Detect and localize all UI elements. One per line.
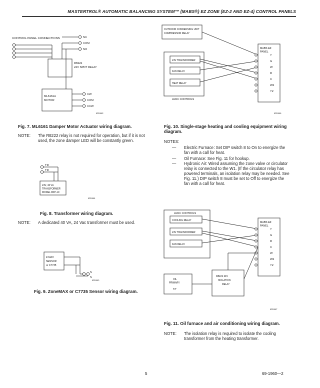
fig7-note-label: NOTE: — [18, 133, 31, 138]
fig8-term-tr2: TR — [45, 168, 49, 172]
fig7-panel-label: CONTROL PANEL CONNECTIONS — [12, 36, 60, 40]
fig10-term-g: G — [270, 59, 273, 63]
fig10-caption: Fig. 10. Single-stage heating and cooling equipment wiring diagram. — [164, 124, 287, 135]
fig7-motor-l2: MOTOR — [44, 98, 55, 102]
fig11-term-c: C — [270, 245, 273, 249]
fig11-hvac-label: HVAC CONTROLS — [174, 212, 197, 215]
fig10-term-w: W — [270, 65, 273, 69]
fig8-note — [18, 220, 146, 232]
fig10-hvac-label: HVAC CONTROLS — [172, 98, 195, 101]
fig10-panel-l2: PANEL — [260, 50, 269, 54]
fig10-term-y: Y — [270, 53, 272, 57]
fig11-caption: Fig. 11. Oil furnace and air conditioning wiring diagram. — [164, 321, 280, 326]
fig9-sensor-l1: Z-MAX — [46, 256, 54, 259]
header-rule — [22, 16, 296, 17]
fig10-box-fan: FAN RELAY — [172, 70, 185, 73]
fig7-motor-com: COM — [87, 98, 94, 102]
fig11-iso-l3: RELAY — [222, 283, 230, 286]
fig10-bullet-2: — Oil Furnace: See Fig. 11 for hookup. — [172, 156, 290, 162]
fig11-iso-l2: ISOLATION — [218, 279, 231, 282]
fig9-term-s2: S — [90, 275, 92, 279]
fig11-term-r: R — [270, 239, 273, 243]
fig8-diagram — [38, 163, 108, 203]
fig10-panel-l1: MABS EZ — [260, 47, 272, 50]
fig11-oil-l1: OIL — [173, 278, 177, 281]
fig10-box-xfmr: 24V TRANSFORMER — [172, 59, 196, 62]
fig11-iso-l1: R8222 24V — [216, 275, 228, 278]
fig10-bullet-2-text: Oil Furnace: See Fig. 11 for hookup. — [184, 156, 250, 161]
fig10-bullet-3-text: Hydronic Air: Wired assuming the zone valve or circulator relay is connected to the W1. (If the circulator relay has powered terminals, an isolation relay may be needed. See Fig. 11.) DIP switch 8 must be set to Off to energize the fan with a call for heat. — [184, 161, 290, 186]
fig9-diagram — [42, 248, 112, 282]
fig10-bullet-1-text: Electric Furnace: Set DIP switch 8 to On to energize the fan with a call for heat. — [184, 145, 286, 155]
fig8-xfmr-l3: MODEL FRP-10 — [42, 191, 60, 194]
fig7-contact-no: NO — [83, 47, 88, 51]
fig7-motor-l1: ML6161A — [44, 94, 56, 98]
fig10-term-y2: Y2 — [270, 89, 274, 93]
fig10-notes-label: NOTES: — [164, 139, 180, 144]
fig8-code: M15404 — [88, 198, 96, 200]
fig7-diagram — [10, 34, 110, 117]
page-header: MASTERTROL® AUTOMATIC BALANCING SYSTEM™ (MABS®) EZ ZONE (EZ-2 AND EZ-4) CONTROL PANELS — [67, 9, 296, 14]
fig11-box-cooling: COOLING RELAY — [172, 219, 192, 222]
fig11-box-xfmr: 24V TRANSFORMER — [172, 231, 196, 234]
fig7-code: M15403 — [96, 113, 104, 115]
fig7-relay-l1: R8222 — [74, 61, 83, 65]
doc-number: 69-1960—2 — [262, 371, 284, 376]
fig7-relay-l2: 24V SPDT RELAY — [74, 65, 97, 69]
fig11-term-w: W — [270, 251, 273, 255]
fig11-box-fan: FAN RELAY — [172, 243, 185, 246]
fig11-note-label: NOTE: — [164, 331, 177, 336]
fig11-term-g: G — [270, 233, 273, 237]
fig11-note-text: The isolation relay is required to isolate the cooling transformer from the heating transformer. — [184, 331, 276, 342]
fig11-panel-l1: MABS EZ — [260, 221, 272, 224]
fig9-term-s1: S — [90, 270, 92, 274]
fig7-note-text: The R8222 relay is not required for operation, but if it is not used, the zone damper LED will be constantly green. — [38, 133, 145, 144]
fig8-caption: Fig. 8. Transformer wiring diagram. — [40, 211, 114, 216]
fig11-code: M15407 — [270, 309, 278, 311]
fig10-term-r: R — [270, 71, 273, 75]
fig9-caption: Fig. 9. ZoneMAX or C7735 Sensor wiring diagram. — [34, 289, 138, 294]
fig7-contact-nc: NC — [83, 35, 88, 39]
fig8-note-label: NOTE: — [18, 220, 31, 225]
fig10-bullet-1: — Electric Furnace: Set DIP switch 8 to On to energize the fan with a call for heat. — [172, 145, 290, 156]
fig8-xfmr-l1: 24V, 40 VA — [42, 184, 54, 187]
fig10-bullet-3: — Hydronic Air: Wired assuming the zone valve or circulator relay is connected to the W1. (If the circulator relay has powered terminals, an isolation relay may be needed. See Fig. 11.) DIP switch 8 must be set to Off to energize the fan with a call for heat. — [172, 161, 290, 186]
fig7-caption: Fig. 7. ML6161 Damper Motor Actuator wiring diagram. — [18, 124, 132, 129]
fig11-panel-l2: PANEL — [260, 224, 269, 228]
fig11-note — [164, 331, 292, 343]
fig11-diagram — [158, 204, 290, 316]
fig8-xfmr-l2: TRANSFORMER — [42, 187, 61, 191]
fig11-term-y2: Y2 — [270, 263, 274, 267]
page-number: 5 — [145, 371, 148, 376]
fig10-diagram — [158, 22, 290, 120]
fig11-oil-l3: T/T — [173, 288, 177, 291]
fig7-contact-com: COM — [83, 41, 90, 45]
fig10-box-heat: HEAT RELAY — [172, 82, 187, 85]
fig8-term-tr1: TR — [45, 163, 49, 167]
fig11-term-y: Y — [270, 227, 272, 231]
fig11-term-w2: W2 — [270, 257, 275, 261]
fig9-sensor-l3: or C7735 — [46, 264, 57, 267]
fig7-motor-ccw: CCW — [87, 104, 94, 108]
fig9-sensor-l2: SENSOR — [46, 260, 57, 263]
fig7-motor-cw: CW — [87, 92, 92, 96]
fig10-outdoor-l1: OUTDOOR CONDENSING UNIT — [164, 28, 200, 31]
fig10-term-c: C — [270, 77, 273, 81]
fig9-code: M15405 — [92, 280, 100, 282]
fig11-oil-l2: PRIMARY — [169, 281, 180, 285]
fig8-note-text: A dedicated 40 VA, 24 Vac transformer must be used. — [38, 220, 136, 225]
fig10-outdoor-l2: COMPRESSOR RELAY — [164, 32, 190, 35]
fig10-term-w2: W2 — [270, 83, 275, 87]
fig10-code: M15406 — [274, 113, 282, 115]
fig7-note — [18, 133, 146, 157]
